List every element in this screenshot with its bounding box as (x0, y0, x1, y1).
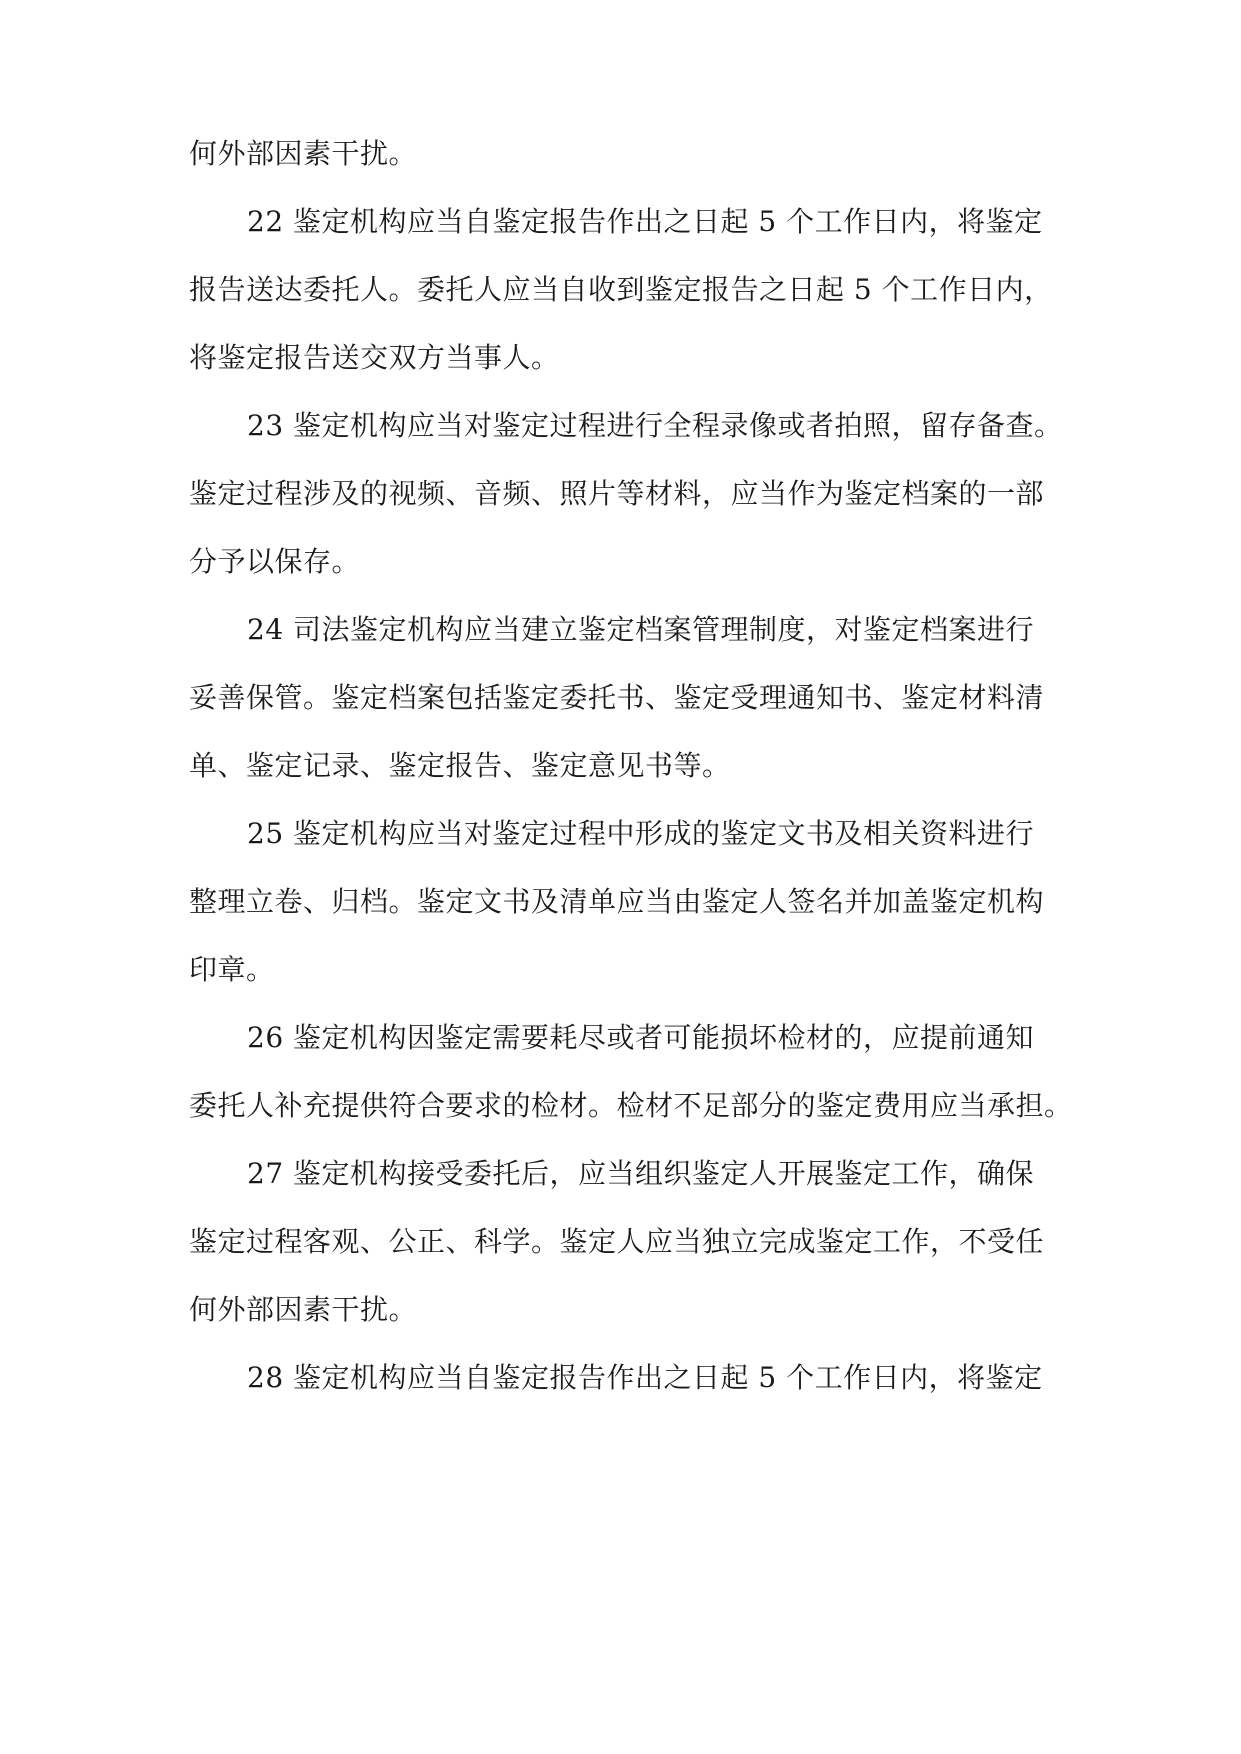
paragraph-27-line: 27 鉴定机构接受委托后，应当组织鉴定人开展鉴定工作，确保 (247, 1157, 1035, 1190)
paragraph-25-line: 25 鉴定机构应当对鉴定过程中形成的鉴定文书及相关资料进行 (247, 817, 1035, 850)
text-line: 鉴定过程客观、公正、科学。鉴定人应当独立完成鉴定工作，不受任 (189, 1225, 1045, 1258)
text-line: 鉴定过程涉及的视频、音频、照片等材料，应当作为鉴定档案的一部 (189, 477, 1045, 510)
paragraph-22-line: 22 鉴定机构应当自鉴定报告作出之日起 5 个工作日内，将鉴定 (247, 205, 1043, 238)
paragraph-28-line: 28 鉴定机构应当自鉴定报告作出之日起 5 个工作日内，将鉴定 (247, 1361, 1043, 1394)
paragraph-24-line: 24 司法鉴定机构应当建立鉴定档案管理制度，对鉴定档案进行 (247, 613, 1035, 646)
text-line: 整理立卷、归档。鉴定文书及清单应当由鉴定人签名并加盖鉴定机构 (189, 885, 1045, 918)
text-line: 报告送达委托人。委托人应当自收到鉴定报告之日起 5 个工作日内， (189, 273, 1053, 306)
text-line: 将鉴定报告送交双方当事人。 (189, 341, 560, 374)
text-line: 妥善保管。鉴定档案包括鉴定委托书、鉴定受理通知书、鉴定材料清 (189, 681, 1045, 714)
text-line: 印章。 (189, 953, 275, 986)
paragraph-23-line: 23 鉴定机构应当对鉴定过程进行全程录像或者拍照，留存备查。 (247, 409, 1063, 442)
paragraph-26-line: 26 鉴定机构因鉴定需要耗尽或者可能损坏检材的，应提前通知 (247, 1021, 1035, 1054)
text-line: 单、鉴定记录、鉴定报告、鉴定意见书等。 (189, 749, 731, 782)
text-line: 何外部因素干扰。 (189, 137, 418, 170)
text-line: 何外部因素干扰。 (189, 1293, 418, 1326)
text-line: 委托人补充提供符合要求的检材。检材不足部分的鉴定费用应当承担。 (189, 1089, 1073, 1122)
text-line: 分予以保存。 (189, 545, 361, 578)
